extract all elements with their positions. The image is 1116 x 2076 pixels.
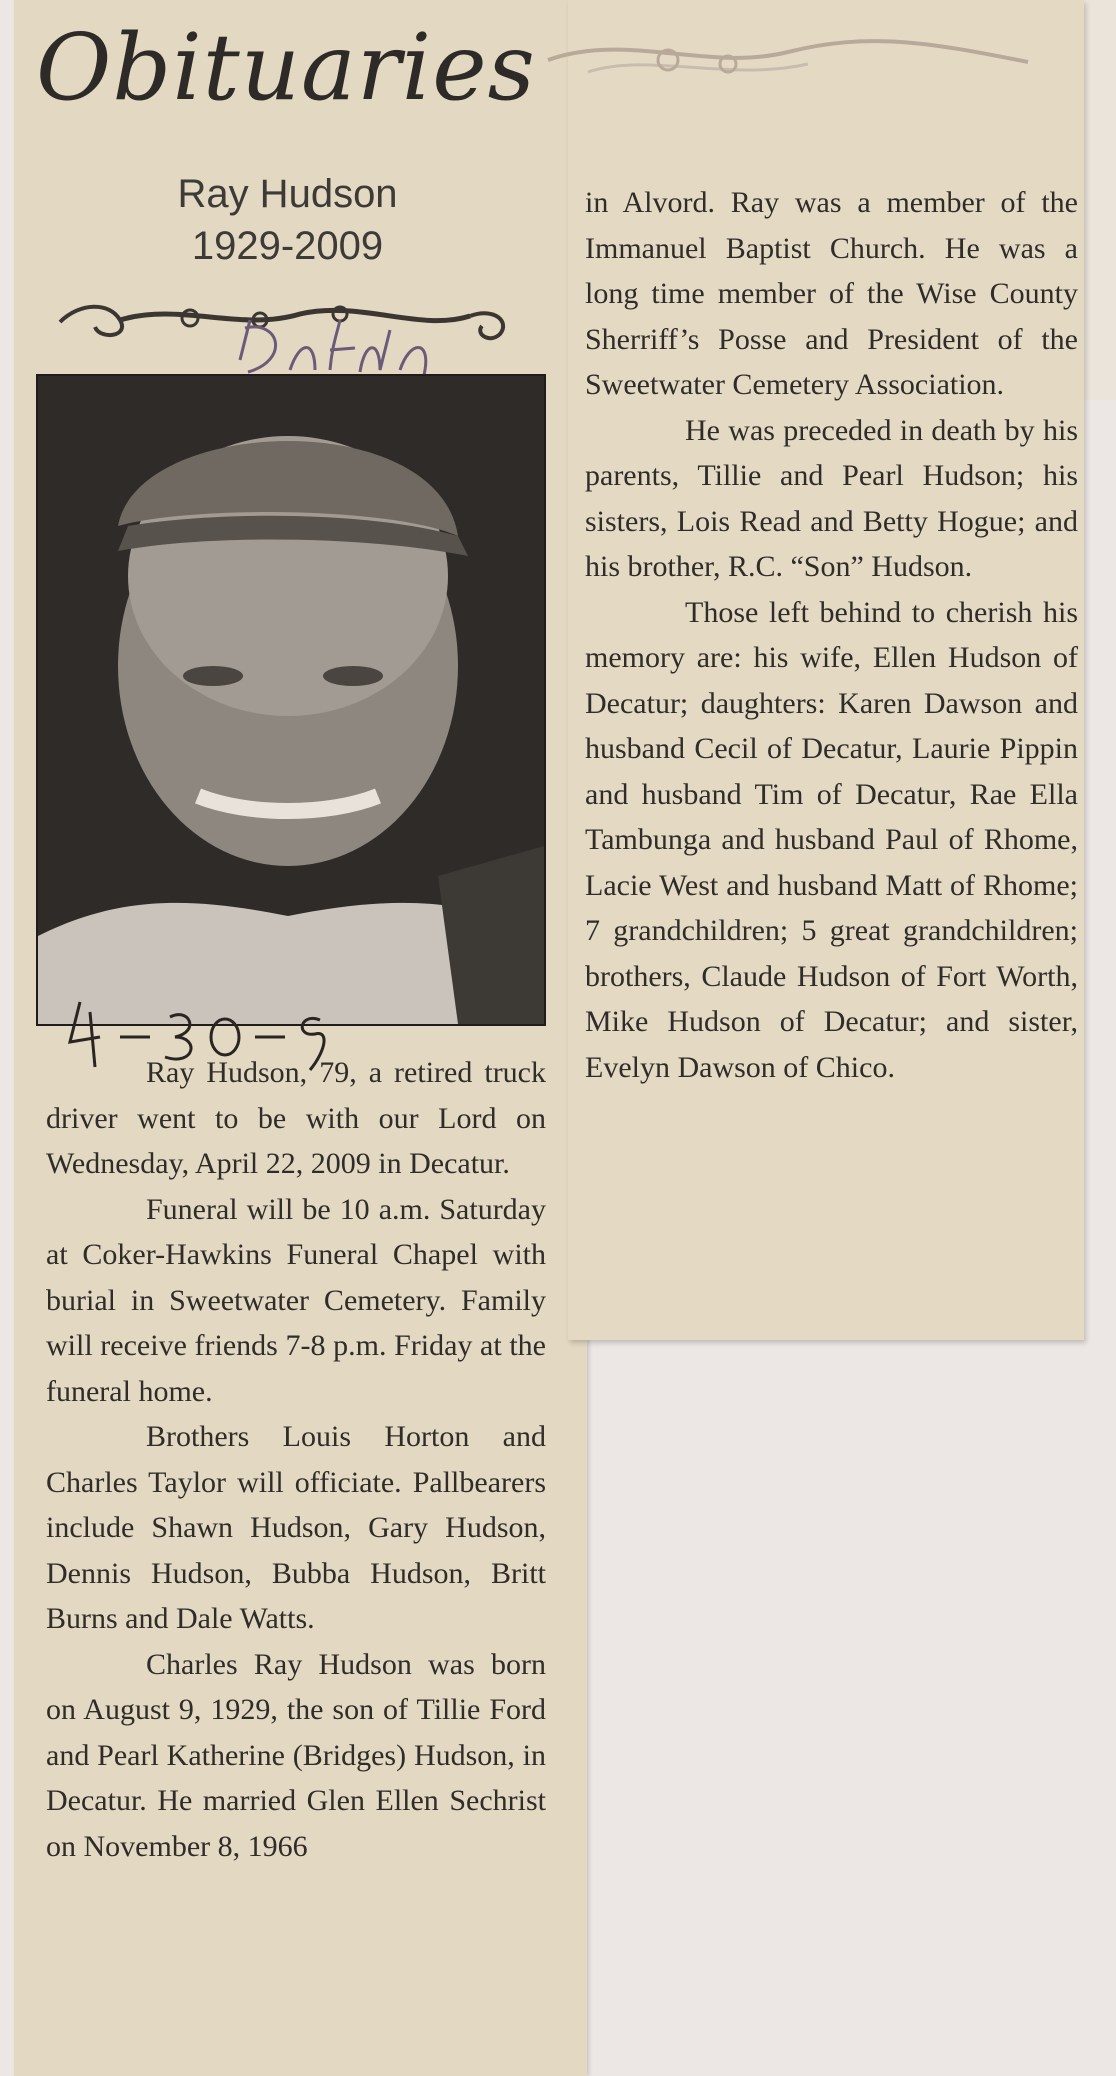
paragraph: He was preceded in death by his parents, Tillie and Pearl Hudson; his sisters, Lois Read and Betty Hogue; and his brother, R.C. “Son” Hudson. (585, 413, 1078, 583)
obituary-text-right (585, 180, 1078, 1090)
deceased-name: Ray Hudson (177, 172, 398, 216)
paragraph: in Alvord. Ray was a member of the Immanuel Baptist Church. He was a long time member of the Wise County Sherriff’s Posse and President of the Sweetwater Cemetery Association. (585, 186, 1078, 401)
portrait-photo (36, 374, 546, 1026)
paragraph: Brothers Louis Horton and Charles Taylor will officiate. Pallbearers include Shawn Hudson, Gary Hudson, Dennis Hudson, Bubba Hudson, Britt Burns and Dale Watts. (46, 1420, 546, 1635)
life-years: 1929-2009 (191, 224, 384, 268)
paragraph: Those left behind to cherish his memory are: his wife, Ellen Hudson of Decatur; daughters: Karen Dawson and husband Cecil of Decatur, Laurie Pippin and husband Tim of Decatur, Rae Ella Tambunga and husband Paul of Rhome, Lacie West and husband Matt of Rhome; 7 grandchildren; 5 great grandchildren; brothers, Claude Hudson of Fort Worth, Mike Hudson of Decatur; and sister, Evelyn Dawson of Chico. (585, 595, 1078, 1084)
paragraph: Ray Hudson, 79, a retired truck driver went to be with our Lord on Wednesday, April 22, 2009 in Decatur. (46, 1056, 546, 1180)
masthead-title: Obituaries (36, 14, 536, 121)
portrait-photo-icon (38, 376, 544, 1024)
paragraph: Charles Ray Hudson was born on August 9, 1929, the son of Tillie Ford and Pearl Katherine (Bridges) Hudson, in Decatur. He married Glen Ellen Sechrist on November 8, 1966 (46, 1647, 546, 1863)
paragraph: Funeral will be 10 a.m. Saturday at Coker-Hawkins Funeral Chapel with burial in Sweetwater Cemetery. Family will receive friends 7-8 p.m. Friday at the funeral home. (46, 1192, 546, 1408)
masthead (28, 2, 1088, 162)
obituary-text-left (46, 1050, 546, 1869)
